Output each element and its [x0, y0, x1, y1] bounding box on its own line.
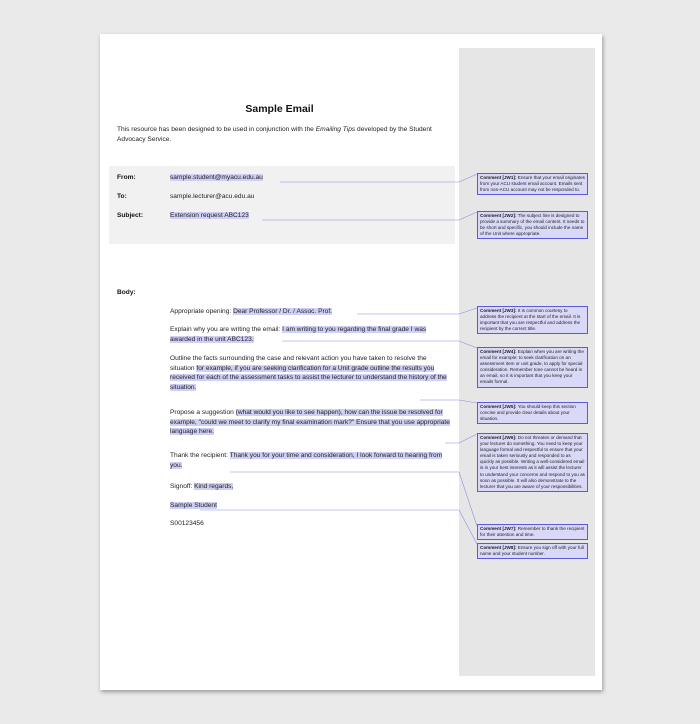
- email-header-box: [109, 166, 455, 244]
- from-label: From:: [117, 174, 136, 181]
- thanks-highlight[interactable]: Thank you for your time and consideration, I look forward to hearing from you.: [170, 452, 443, 469]
- comment-jw8[interactable]: Comment [JW8]: Ensure you sign off with your full name and your student number.: [477, 543, 588, 559]
- signoff-highlight[interactable]: Kind regards,: [194, 483, 234, 490]
- student-name[interactable]: Sample Student: [170, 502, 217, 509]
- intro-paragraph: This resource has been designed to be used in conjunction with the Emailing Tips developed by the Student Advocacy Service.: [117, 126, 432, 143]
- document-page: [100, 34, 602, 690]
- student-id: S00123456: [170, 520, 204, 527]
- body-label: Body:: [117, 289, 136, 296]
- comment-jw2[interactable]: Comment [JW2]: The subject line is designed to provide a summary of the email content. It needs to be short and specific, you should include the name of the Unit where appropriate.: [477, 211, 588, 239]
- to-label: To:: [117, 193, 127, 200]
- comment-jw5[interactable]: Comment [JW5]: You should keep this section concise and provide clear details about your situation.: [477, 402, 588, 424]
- suggestion-highlight[interactable]: (what would you like to see happen), how can the issue be resolved for example, "could we meet to clarify my final examination mark?" Ensure that you use appropriate language here.: [170, 409, 450, 436]
- outline-paragraph: Outline the facts surrounding the case and relevant action you have taken to resolve the situation for example, if you are seeking clarification for a Unit grade outline the results you received for each of the assessment tasks to assist the lecturer to understand the history of the situation.: [170, 355, 447, 391]
- comment-jw6[interactable]: Comment [JW6]: Do not threaten or demand that your lecturer do something. You need to keep your language formal and respectful to ensure that your email is taken seriously and responded to as quickly as possible. Writing a well-considered email is in your best interests as it will assist the lecturer to understand your concerns and respond to you as soon as possible. It will also demonstrate to the lecturer that you are aware of your responsibilities.: [477, 433, 588, 492]
- subject-label: Subject:: [117, 212, 144, 219]
- comment-jw1[interactable]: Comment [JW1]: Ensure that your email originates from your ACU student email account. Emails sent from non-ACU account may not be responded to.: [477, 173, 588, 195]
- thanks-paragraph: Thank the recipient: Thank you for your time and consideration, I look forward to hearing from you.: [170, 452, 443, 469]
- opening-line: Appropriate opening: Dear Professor / Dr. / Assoc. Prof.: [170, 308, 333, 315]
- explain-paragraph: Explain why you are writing the email: I am writing to you regarding the final grade I was awarded in the unit ABC123.: [170, 326, 427, 343]
- opening-highlight[interactable]: Dear Professor / Dr. / Assoc. Prof.: [233, 308, 333, 315]
- connector-jw7: [230, 472, 477, 526]
- comment-jw7[interactable]: Comment [JW7]: Remember to thank the recipient for their attention and time.: [477, 524, 588, 540]
- outline-highlight[interactable]: for example, if you are seeking clarification for a Unit grade outline the results you received for each of the assessment tasks to assist the lecturer to understand the history of the situation.: [170, 364, 447, 391]
- from-value[interactable]: sample.student@myacu.edu.au: [170, 174, 263, 181]
- comment-jw3[interactable]: Comment [JW3]: It is common courtesy to address the recipient at the start of the email. It is important that you are respectful and address the recipient by the correct title.: [477, 306, 588, 334]
- to-value[interactable]: sample.lecturer@acu.edu.au: [170, 193, 255, 200]
- signoff-line: Signoff: Kind regards,: [170, 483, 234, 490]
- subject-value[interactable]: Extension request ABC123: [170, 212, 249, 219]
- comment-jw4[interactable]: Comment [JW4]: Explain when you are writing the email for example: to seek clarification on an assessment item or unit grade, to apply for special consideration. Remember tone cannot be heard in an email, so it is important that you keep your emails formal.: [477, 347, 588, 388]
- document-title: Sample Email: [245, 103, 314, 115]
- name-line: [170, 501, 452, 511]
- suggestion-paragraph: Propose a suggestion (what would you like to see happen), how can the issue be resolved for example, "could we meet to clarify my final examination mark?" Ensure that you use appropriate language here.: [170, 409, 450, 436]
- explain-highlight[interactable]: I am writing to you regarding the final grade I was awarded in the unit ABC123.: [170, 326, 427, 343]
